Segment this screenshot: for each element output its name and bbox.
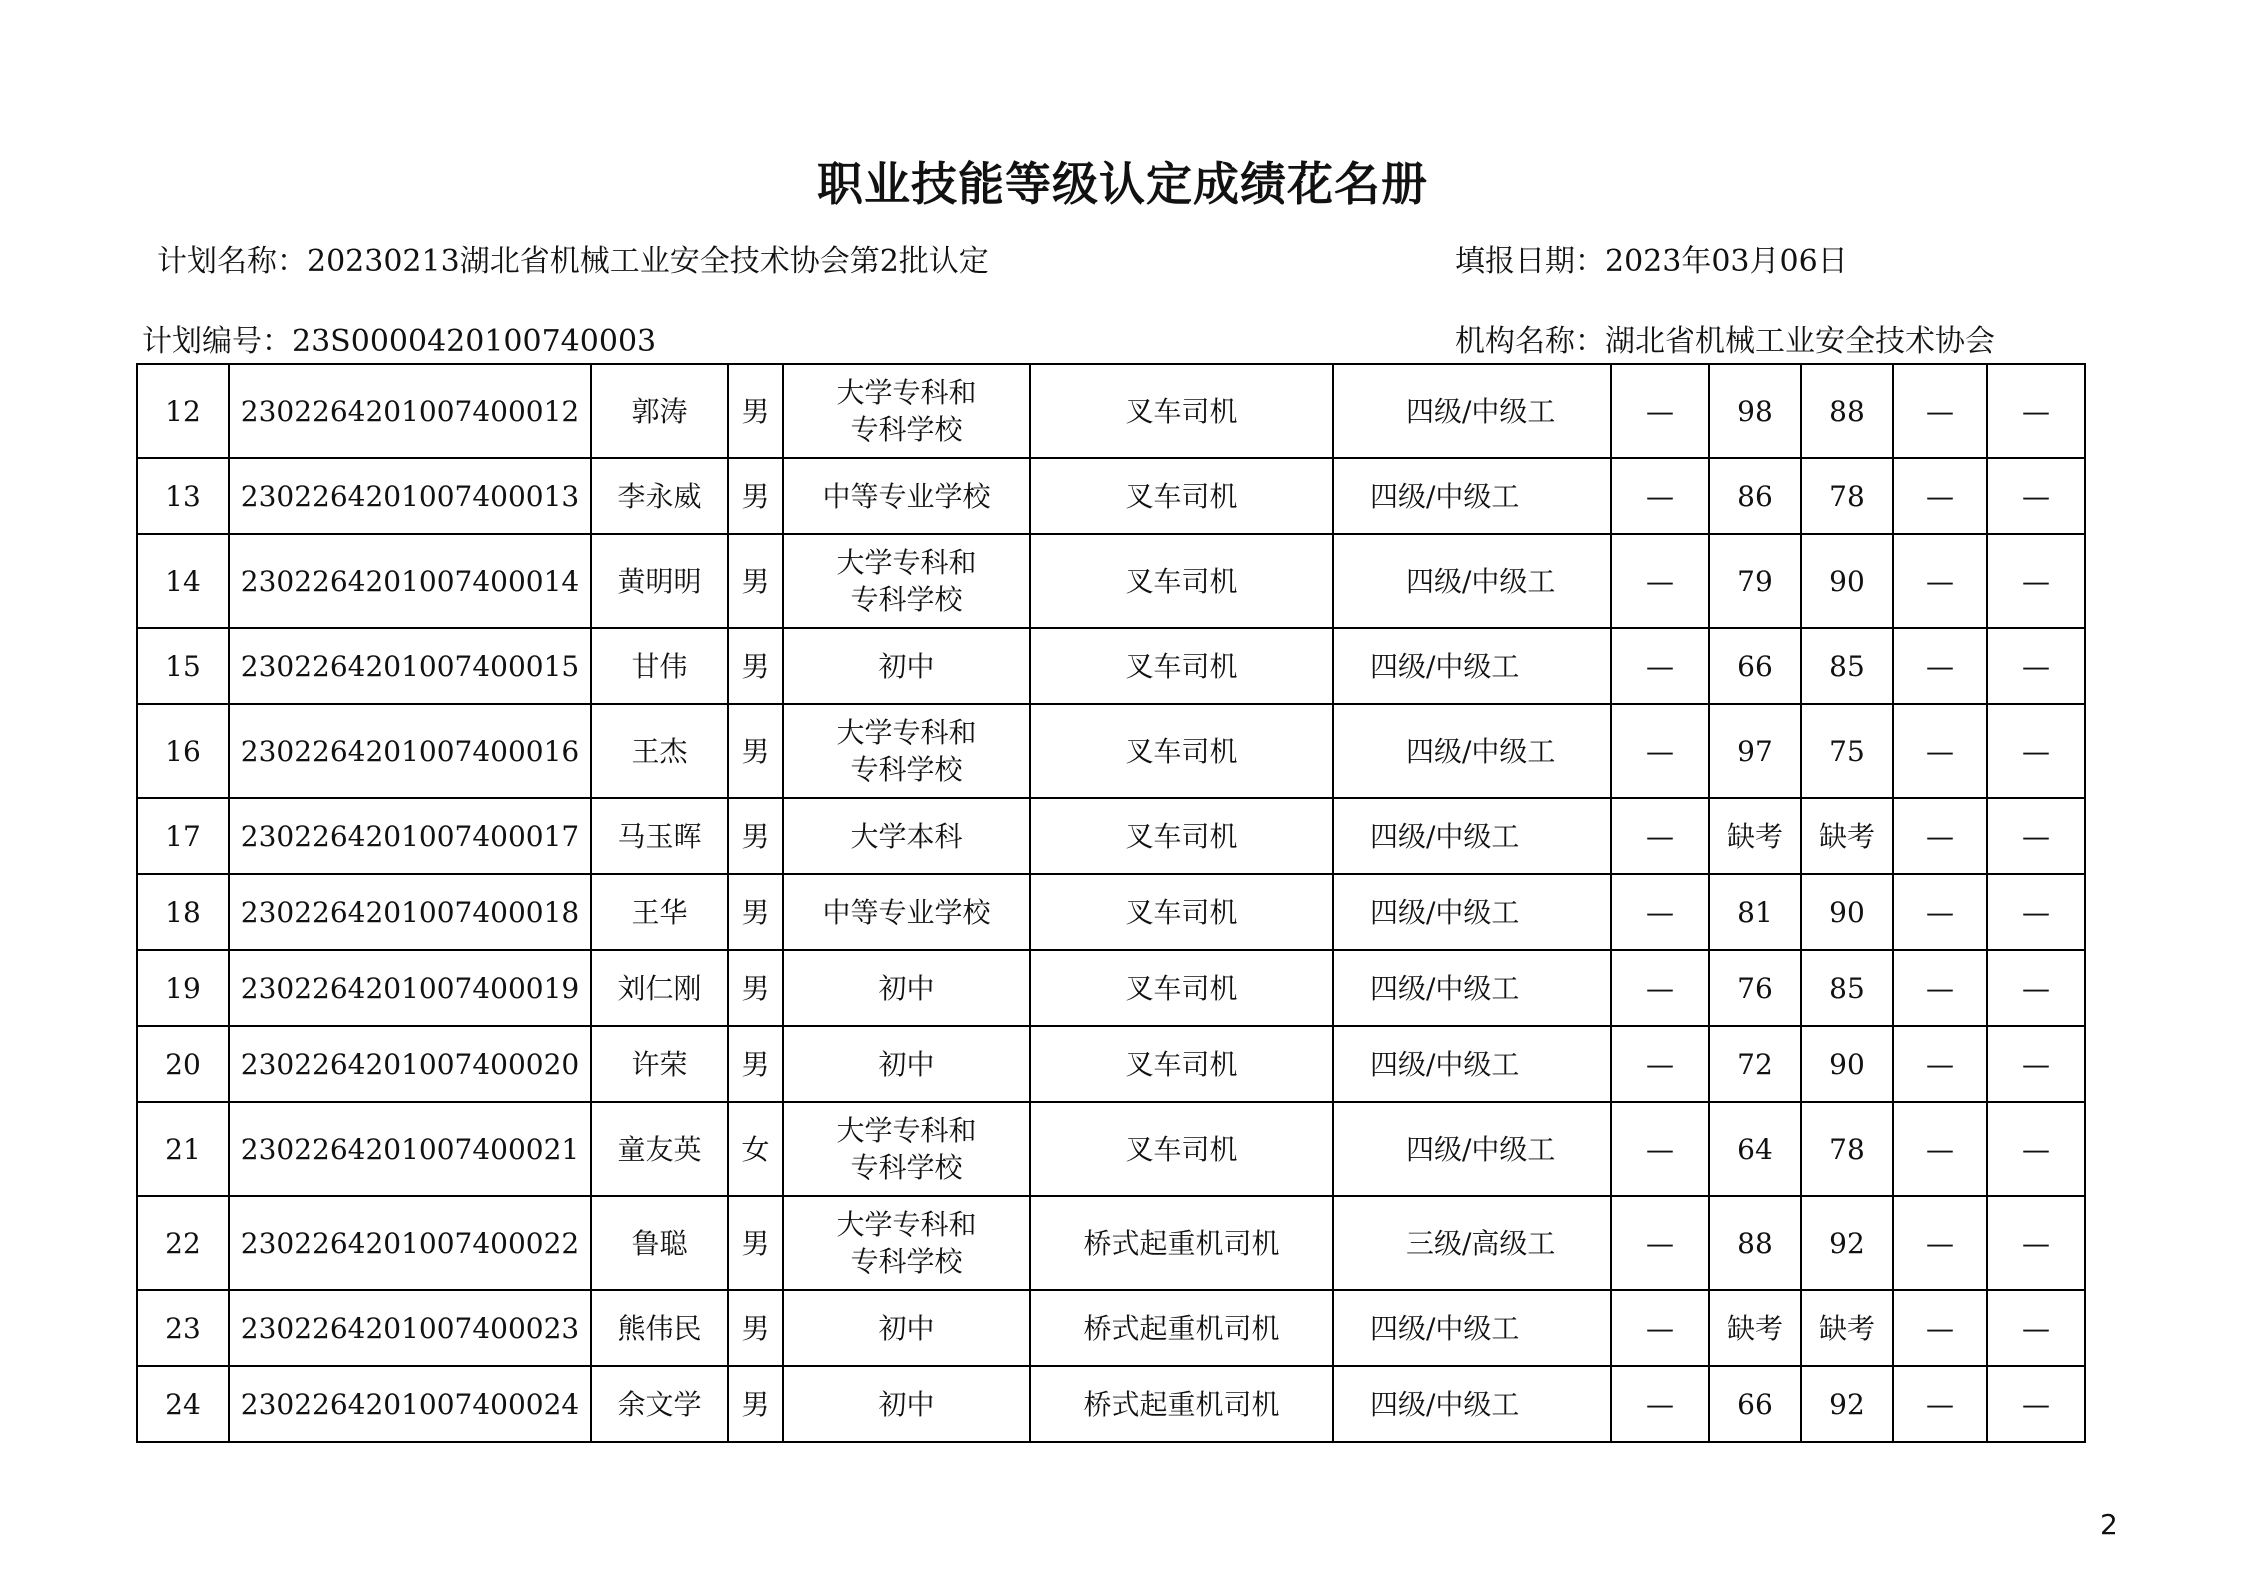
cell-index: 17 bbox=[137, 798, 229, 874]
cell-theory-score: 76 bbox=[1709, 950, 1801, 1026]
cell-index: 20 bbox=[137, 1026, 229, 1102]
table-row bbox=[137, 458, 2085, 534]
cell-index: 21 bbox=[137, 1102, 229, 1196]
table-row bbox=[137, 950, 2085, 1026]
cell-score-4: — bbox=[1893, 1366, 1987, 1442]
cell-education bbox=[783, 1290, 1030, 1366]
cell-index: 16 bbox=[137, 704, 229, 798]
cell-theory-score: 97 bbox=[1709, 704, 1801, 798]
cell-index: 19 bbox=[137, 950, 229, 1026]
org-name-value: 湖北省机械工业安全技术协会 bbox=[1605, 324, 1995, 359]
plan-number-value: 23S0000420100740003 bbox=[292, 324, 657, 359]
cell-practical-score: 78 bbox=[1801, 1102, 1893, 1196]
cell-theory-score: 缺考 bbox=[1709, 1290, 1801, 1366]
cell-theory-score: 64 bbox=[1709, 1102, 1801, 1196]
score-roster-table bbox=[136, 363, 2086, 1443]
cell-index: 22 bbox=[137, 1196, 229, 1290]
cell-theory-score: 86 bbox=[1709, 458, 1801, 534]
cell-score-4: — bbox=[1893, 1196, 1987, 1290]
cell-gender: 男 bbox=[728, 1026, 783, 1102]
cell-theory-score: 72 bbox=[1709, 1026, 1801, 1102]
cell-score-4: — bbox=[1893, 798, 1987, 874]
table-row bbox=[137, 1102, 2085, 1196]
cell-gender: 男 bbox=[728, 364, 783, 458]
cell-score-4: — bbox=[1893, 704, 1987, 798]
cell-cert-id: 2302264201007400019 bbox=[229, 950, 591, 1026]
cell-education bbox=[783, 798, 1030, 874]
education-line: 大学专科和 bbox=[836, 1208, 977, 1241]
cell-index: 23 bbox=[137, 1290, 229, 1366]
cell-cert-id: 2302264201007400014 bbox=[229, 534, 591, 628]
education-line: 大学专科和 bbox=[836, 376, 977, 409]
cell-gender: 男 bbox=[728, 628, 783, 704]
education-line: 初中 bbox=[878, 971, 935, 1005]
cell-name: 王华 bbox=[591, 874, 728, 950]
cell-name: 马玉晖 bbox=[591, 798, 728, 874]
education-line: 大学专科和 bbox=[836, 1114, 977, 1147]
education-line: 大学本科 bbox=[850, 819, 963, 853]
cell-level: 四级/中级工 bbox=[1333, 798, 1611, 874]
roster-body bbox=[137, 364, 2085, 1442]
cell-occupation: 叉车司机 bbox=[1030, 950, 1333, 1026]
cell-occupation: 叉车司机 bbox=[1030, 364, 1333, 458]
cell-gender: 男 bbox=[728, 950, 783, 1026]
cell-education bbox=[783, 1366, 1030, 1442]
cell-name: 熊伟民 bbox=[591, 1290, 728, 1366]
cell-education bbox=[783, 534, 1030, 628]
table-row bbox=[137, 1290, 2085, 1366]
education-line: 专科学校 bbox=[850, 753, 963, 786]
org-name-label: 机构名称： bbox=[1455, 324, 1605, 359]
cell-practical-score: 缺考 bbox=[1801, 798, 1893, 874]
cell-level: 四级/中级工 bbox=[1333, 364, 1611, 458]
cell-occupation: 叉车司机 bbox=[1030, 874, 1333, 950]
cell-practical-score: 85 bbox=[1801, 950, 1893, 1026]
cell-occupation: 桥式起重机司机 bbox=[1030, 1290, 1333, 1366]
cell-practical-score: 90 bbox=[1801, 534, 1893, 628]
cell-score-4: — bbox=[1893, 458, 1987, 534]
plan-number-label: 计划编号： bbox=[142, 324, 292, 359]
fill-date bbox=[1455, 236, 1848, 280]
cell-score-5: — bbox=[1987, 534, 2085, 628]
cell-name: 郭涛 bbox=[591, 364, 728, 458]
cell-gender: 男 bbox=[728, 704, 783, 798]
cell-theory-score: 98 bbox=[1709, 364, 1801, 458]
cell-gender: 男 bbox=[728, 534, 783, 628]
cell-education bbox=[783, 1196, 1030, 1290]
cell-name: 许荣 bbox=[591, 1026, 728, 1102]
education-line: 初中 bbox=[878, 649, 935, 683]
cell-cert-id: 2302264201007400022 bbox=[229, 1196, 591, 1290]
plan-name-value: 20230213湖北省机械工业安全技术协会第2批认定 bbox=[307, 244, 989, 279]
cell-level: 四级/中级工 bbox=[1333, 1026, 1611, 1102]
fill-date-label: 填报日期： bbox=[1455, 244, 1605, 279]
cell-theory-score: 66 bbox=[1709, 1366, 1801, 1442]
cell-score-5: — bbox=[1987, 1290, 2085, 1366]
education-line: 专科学校 bbox=[850, 1245, 963, 1278]
cell-gender: 男 bbox=[728, 1196, 783, 1290]
cell-score-5: — bbox=[1987, 1196, 2085, 1290]
cell-gender: 男 bbox=[728, 798, 783, 874]
education-line: 初中 bbox=[878, 1047, 935, 1081]
table-row bbox=[137, 1026, 2085, 1102]
education-line: 中等专业学校 bbox=[822, 895, 991, 929]
cell-score-1: — bbox=[1611, 1102, 1709, 1196]
cell-cert-id: 2302264201007400018 bbox=[229, 874, 591, 950]
cell-level: 四级/中级工 bbox=[1333, 1102, 1611, 1196]
cell-education bbox=[783, 950, 1030, 1026]
cell-score-1: — bbox=[1611, 1026, 1709, 1102]
cell-theory-score: 88 bbox=[1709, 1196, 1801, 1290]
document-title: 职业技能等级认定成绩花名册 bbox=[817, 157, 1428, 211]
cell-score-1: — bbox=[1611, 458, 1709, 534]
cell-practical-score: 88 bbox=[1801, 364, 1893, 458]
page-number: 2 bbox=[2100, 1508, 2118, 1541]
cell-practical-score: 90 bbox=[1801, 874, 1893, 950]
cell-score-4: — bbox=[1893, 628, 1987, 704]
cell-score-1: — bbox=[1611, 628, 1709, 704]
cell-theory-score: 79 bbox=[1709, 534, 1801, 628]
cell-gender: 男 bbox=[728, 458, 783, 534]
cell-score-1: — bbox=[1611, 704, 1709, 798]
cell-gender: 男 bbox=[728, 1290, 783, 1366]
cell-practical-score: 缺考 bbox=[1801, 1290, 1893, 1366]
cell-level: 四级/中级工 bbox=[1333, 1366, 1611, 1442]
table-row bbox=[137, 1196, 2085, 1290]
cell-index: 13 bbox=[137, 458, 229, 534]
cell-score-5: — bbox=[1987, 874, 2085, 950]
cell-index: 15 bbox=[137, 628, 229, 704]
cell-cert-id: 2302264201007400024 bbox=[229, 1366, 591, 1442]
cell-education bbox=[783, 1102, 1030, 1196]
cell-score-5: — bbox=[1987, 704, 2085, 798]
cell-level: 四级/中级工 bbox=[1333, 950, 1611, 1026]
cell-cert-id: 2302264201007400021 bbox=[229, 1102, 591, 1196]
cell-theory-score: 66 bbox=[1709, 628, 1801, 704]
table-row bbox=[137, 704, 2085, 798]
cell-score-5: — bbox=[1987, 628, 2085, 704]
cell-score-1: — bbox=[1611, 1196, 1709, 1290]
cell-occupation: 叉车司机 bbox=[1030, 1026, 1333, 1102]
cell-name: 余文学 bbox=[591, 1366, 728, 1442]
cell-name: 李永威 bbox=[591, 458, 728, 534]
cell-cert-id: 2302264201007400015 bbox=[229, 628, 591, 704]
table-row bbox=[137, 874, 2085, 950]
education-line: 大学专科和 bbox=[836, 716, 977, 749]
fill-date-value: 2023年03月06日 bbox=[1605, 244, 1848, 279]
cell-score-1: — bbox=[1611, 534, 1709, 628]
cell-education bbox=[783, 874, 1030, 950]
table-row bbox=[137, 364, 2085, 458]
cell-score-4: — bbox=[1893, 364, 1987, 458]
cell-level: 四级/中级工 bbox=[1333, 704, 1611, 798]
cell-score-4: — bbox=[1893, 874, 1987, 950]
cell-level: 四级/中级工 bbox=[1333, 874, 1611, 950]
plan-name bbox=[157, 236, 989, 280]
table-row bbox=[137, 628, 2085, 704]
cell-score-5: — bbox=[1987, 364, 2085, 458]
cell-practical-score: 85 bbox=[1801, 628, 1893, 704]
cell-score-4: — bbox=[1893, 950, 1987, 1026]
cell-occupation: 叉车司机 bbox=[1030, 704, 1333, 798]
cell-practical-score: 92 bbox=[1801, 1196, 1893, 1290]
cell-name: 王杰 bbox=[591, 704, 728, 798]
education-line: 专科学校 bbox=[850, 583, 963, 616]
cell-name: 鲁聪 bbox=[591, 1196, 728, 1290]
cell-score-4: — bbox=[1893, 1290, 1987, 1366]
cell-education bbox=[783, 704, 1030, 798]
cell-level: 四级/中级工 bbox=[1333, 628, 1611, 704]
education-line: 专科学校 bbox=[850, 413, 963, 446]
plan-name-label: 计划名称： bbox=[157, 244, 307, 279]
cell-cert-id: 2302264201007400012 bbox=[229, 364, 591, 458]
education-line: 大学专科和 bbox=[836, 546, 977, 579]
cell-theory-score: 81 bbox=[1709, 874, 1801, 950]
cell-occupation: 叉车司机 bbox=[1030, 458, 1333, 534]
cell-score-1: — bbox=[1611, 874, 1709, 950]
cell-name: 刘仁刚 bbox=[591, 950, 728, 1026]
cell-level: 四级/中级工 bbox=[1333, 1290, 1611, 1366]
cell-gender: 男 bbox=[728, 874, 783, 950]
education-line: 中等专业学校 bbox=[822, 479, 991, 513]
cell-score-5: — bbox=[1987, 458, 2085, 534]
cell-cert-id: 2302264201007400023 bbox=[229, 1290, 591, 1366]
plan-number bbox=[142, 316, 656, 360]
cell-gender: 女 bbox=[728, 1102, 783, 1196]
cell-score-1: — bbox=[1611, 950, 1709, 1026]
cell-occupation: 桥式起重机司机 bbox=[1030, 1366, 1333, 1442]
cell-score-4: — bbox=[1893, 1026, 1987, 1102]
cell-education bbox=[783, 364, 1030, 458]
cell-education bbox=[783, 458, 1030, 534]
cell-score-5: — bbox=[1987, 950, 2085, 1026]
cell-gender: 男 bbox=[728, 1366, 783, 1442]
cell-cert-id: 2302264201007400016 bbox=[229, 704, 591, 798]
cell-index: 24 bbox=[137, 1366, 229, 1442]
table-row bbox=[137, 798, 2085, 874]
cell-name: 甘伟 bbox=[591, 628, 728, 704]
cell-cert-id: 2302264201007400017 bbox=[229, 798, 591, 874]
cell-score-5: — bbox=[1987, 1026, 2085, 1102]
cell-name: 黄明明 bbox=[591, 534, 728, 628]
cell-occupation: 叉车司机 bbox=[1030, 534, 1333, 628]
cell-occupation: 叉车司机 bbox=[1030, 628, 1333, 704]
cell-score-5: — bbox=[1987, 1366, 2085, 1442]
cell-occupation: 叉车司机 bbox=[1030, 798, 1333, 874]
education-line: 初中 bbox=[878, 1311, 935, 1345]
org-name bbox=[1455, 316, 1995, 360]
cell-index: 18 bbox=[137, 874, 229, 950]
cell-level: 四级/中级工 bbox=[1333, 458, 1611, 534]
cell-score-4: — bbox=[1893, 534, 1987, 628]
cell-practical-score: 78 bbox=[1801, 458, 1893, 534]
cell-score-1: — bbox=[1611, 1290, 1709, 1366]
cell-score-1: — bbox=[1611, 798, 1709, 874]
cell-education bbox=[783, 1026, 1030, 1102]
cell-occupation: 叉车司机 bbox=[1030, 1102, 1333, 1196]
cell-score-5: — bbox=[1987, 1102, 2085, 1196]
cell-score-4: — bbox=[1893, 1102, 1987, 1196]
education-line: 初中 bbox=[878, 1387, 935, 1421]
cell-score-1: — bbox=[1611, 1366, 1709, 1442]
cell-cert-id: 2302264201007400013 bbox=[229, 458, 591, 534]
cell-score-5: — bbox=[1987, 798, 2085, 874]
cell-name: 童友英 bbox=[591, 1102, 728, 1196]
table-row bbox=[137, 1366, 2085, 1442]
cell-education bbox=[783, 628, 1030, 704]
cell-index: 12 bbox=[137, 364, 229, 458]
cell-index: 14 bbox=[137, 534, 229, 628]
table-row bbox=[137, 534, 2085, 628]
cell-practical-score: 90 bbox=[1801, 1026, 1893, 1102]
cell-level: 四级/中级工 bbox=[1333, 534, 1611, 628]
cell-practical-score: 75 bbox=[1801, 704, 1893, 798]
education-line: 专科学校 bbox=[850, 1151, 963, 1184]
cell-level: 三级/高级工 bbox=[1333, 1196, 1611, 1290]
cell-practical-score: 92 bbox=[1801, 1366, 1893, 1442]
cell-occupation: 桥式起重机司机 bbox=[1030, 1196, 1333, 1290]
cell-score-1: — bbox=[1611, 364, 1709, 458]
cell-cert-id: 2302264201007400020 bbox=[229, 1026, 591, 1102]
cell-theory-score: 缺考 bbox=[1709, 798, 1801, 874]
